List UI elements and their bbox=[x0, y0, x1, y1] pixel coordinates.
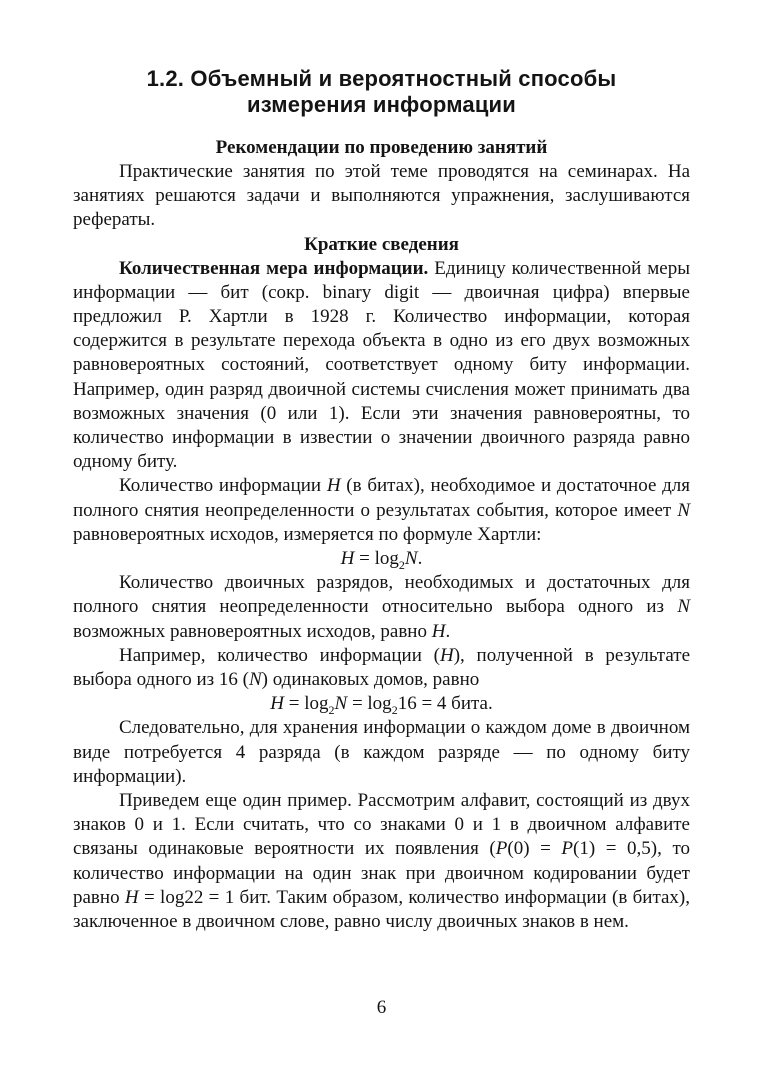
document-page bbox=[73, 66, 690, 934]
paragraph-binary-digits: Количество двоичных разрядов, необходимых и достаточных для полного снятия неопределенности относительно выбора одного из N возможных равновероятных исходов, равно H. bbox=[73, 572, 690, 642]
paragraph-text: Единицу количественной меры информации — бит (сокр. binary digit — двоичная цифра) впервые предложил Р. Хартли в 1928 г. Количество информации, которая содержится в результате перехода объекта в одно из его двух возможных равновероятных состояний, соответствует одному биту информации. Например, один разряд двоичной системы счисления может принимать два возможных значения (0 или 1). Если эти значения равновероятны, то количество информации в известии о значении двоичного разряда равно одному биту. bbox=[73, 257, 691, 473]
variable-p: P bbox=[495, 838, 508, 860]
paragraph-alphabet-example: Приведем еще один пример. Рассмотрим алфавит, состоящий из двух знаков 0 и 1. Если считать, что со знаками 0 и 1 в двоичном алфавите связаны одинаковые вероятности их появления (P(0) = P(1) = 0,5), то количество информации на один знак при двоичном кодировании будет равно H = log22 = 1 бит. Таким образом, количество информации (в битах), заключенное в двоичном слове, равно числу двоичных знаков в нем. bbox=[73, 790, 691, 933]
paragraph-lead-term: Количественная мера информации. bbox=[119, 257, 429, 279]
paragraph-quantitative-measure bbox=[73, 257, 690, 475]
paragraph-storage: Следовательно, для хранения информации о каждом доме в двоичном виде потребуется 4 разряда (в каждом разряде — по одному биту информации). bbox=[73, 717, 690, 787]
variable-p: P bbox=[561, 838, 574, 860]
chapter-title-line-1: 1.2. Объемный и вероятностный способы bbox=[146, 66, 617, 91]
paragraph-hartley: Количество информации H (в битах), необходимое и достаточное для полного снятия неопределенности о результатах события, которое имеет N равновероятных исходов, измеряется по формуле Хартли: bbox=[73, 475, 690, 545]
paragraph-recommendations: Практические занятия по этой теме проводятся на семинарах. На занятиях решаются задачи и выполняются упражнения, заслушиваются рефераты. bbox=[73, 161, 690, 231]
variable-h: H bbox=[326, 475, 341, 497]
variable-n: N bbox=[677, 499, 690, 521]
section-heading-summary: Краткие сведения bbox=[304, 233, 459, 255]
page-number: 6 bbox=[376, 997, 387, 1018]
variable-h: H bbox=[431, 620, 446, 642]
section-heading-recommendations: Рекомендации по проведению занятий bbox=[215, 137, 548, 158]
variable-h: H bbox=[439, 644, 454, 666]
variable-n: N bbox=[248, 669, 262, 691]
chapter-title-line-2: измерения информации bbox=[246, 92, 516, 117]
variable-n: N bbox=[677, 596, 690, 618]
paragraph-houses-example: Например, количество информации (H), полученной в результате выбора одного из 16 (N) одинаковых домов, равно bbox=[73, 644, 691, 691]
formula-houses: $H = \log_2N = \log_216 = 4$ бита. bbox=[270, 693, 493, 718]
variable-h: H bbox=[124, 886, 139, 908]
formula-hartley: $H = \log_2N$. bbox=[340, 548, 423, 572]
chapter-title bbox=[73, 66, 690, 118]
